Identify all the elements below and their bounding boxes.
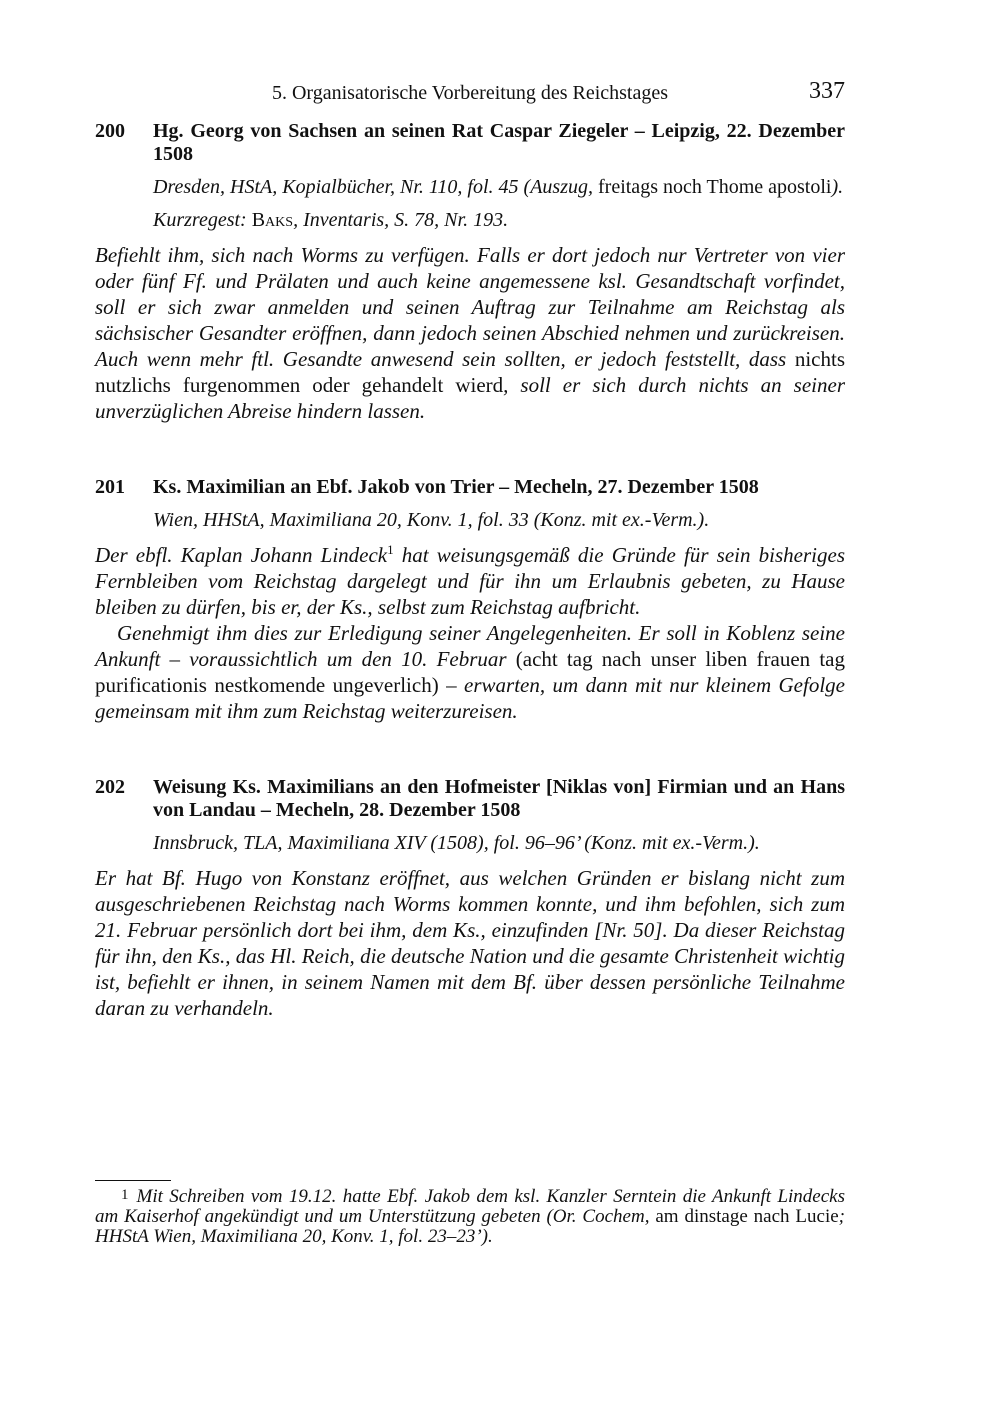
entry-title: Weisung Ks. Maximilians an den Hofmeister [Niklas von] Firmian und an Hans von Landau – Mecheln, 28. Dezember 1508 [153, 776, 845, 821]
entry-number: 201 [95, 476, 125, 498]
source-author: Baks [251, 209, 294, 231]
running-head-title: 5. Organisatorische Vorbereitung des Reichstages [271, 82, 669, 104]
page [95, 78, 845, 1021]
footnote [95, 1185, 845, 1247]
entry-title: Ks. Maximilian an Ebf. Jakob von Trier – Mecheln, 27. Dezember 1508 [153, 476, 759, 498]
running-head [95, 78, 845, 112]
body-text: Der ebfl. Kaplan Johann Lindeck [95, 543, 388, 567]
source-citation [153, 175, 845, 199]
entry-body [95, 865, 845, 1021]
body-text: Befiehlt ihm, sich nach Worms zu verfügen. Falls er dort jedoch nur Vertreter von vier oder fünf Ff. und Prälaten und auch keine angemessene ksl. Gesandtschaft vorfindet, soll er sich zwar anmelden und seinen Auftrag zur Teilnahme am Reichstag als sächsischer Gesandter eröffnen, dann jedoch seinen Abschied nehmen und zurückreisen. Auch wenn mehr ftl. Gesandte anwesend sein sollten, er jedoch feststellt, dass [95, 243, 845, 371]
body-quote: nichts nutzlichs furgenommen oder gehandelt wierd [95, 347, 845, 397]
footnote-text: Mit Schreiben vom 19.12. hatte Ebf. Jakob dem ksl. Kanzler Serntein die Ankunft Lindecks am Kaiserhof angekündigt und um Unterstützung gebeten (Or. Cochem, [95, 1186, 845, 1227]
entry-heading [95, 776, 845, 822]
footnote-number: 1 [121, 1187, 129, 1203]
footnote-quote: am dinstage nach Lucie [655, 1206, 839, 1227]
source-text: ). [831, 176, 844, 198]
body-quote: (acht tag nach unser liben frauen tag purificationis nestkomende ungeverlich) [95, 647, 845, 697]
page-number: 337 [809, 78, 845, 104]
entry-heading [95, 476, 845, 499]
source-text: Dresden, HStA, Kopialbücher, Nr. 110, fol. 45 (Auszug, [153, 176, 598, 198]
entry-200 [95, 120, 845, 424]
entry-number: 202 [95, 776, 125, 798]
body-text: Genehmigt ihm dies zur Erledigung seiner Angelegenheiten. Er soll in Koblenz seine Ankunft – voraussichtlich um den 10. Februar [95, 621, 845, 671]
entry-202 [95, 776, 845, 1021]
source-regest [153, 208, 845, 232]
body-text: Er hat Bf. Hugo von Konstanz eröffnet, aus welchen Gründen er bislang nicht zum ausgeschriebenen Reichstag nach Worms kommen konnte, und ihm befohlen, sich zum 21. Februar persönlich dort bei ihm, dem Ks., einzufinden [Nr. 50]. Da dieser Reichstag für ihn, den Ks., das Hl. Reich, die deutsche Nation und die gesamte Christenheit wichtig ist, befiehlt er ihnen, in seinem Namen mit dem Bf. über dessen persönliche Teilnahme daran zu verhandeln. [95, 866, 845, 1020]
source-quote: freitags noch Thome apostoli [598, 176, 832, 198]
body-text: – erwarten, um dann mit nur kleinem Gefolge gemeinsam mit ihm zum Reichstag weiterzureisen. [95, 673, 845, 723]
entry-heading [95, 120, 845, 166]
body-text: , soll er sich durch nichts an seiner unverzüglichen Abreise hindern lassen. [95, 373, 845, 423]
footnote-text: ; HHStA Wien, Maximiliana 20, Konv. 1, fol. 23–23’). [95, 1206, 845, 1247]
source-text: Kurzregest: [153, 209, 252, 231]
body-text: hat weisungsgemäß die Gründe für sein bisheriges Fernbleiben vom Reichstag dargelegt und für ihn um Erlaubnis gebeten, zu Hause bleiben zu dürfen, bis er, der Ks., selbst zum Reichstag aufbricht. [95, 543, 845, 619]
source-citation: Innsbruck, TLA, Maximiliana XIV (1508), fol. 96–96’ (Konz. mit ex.-Verm.). [153, 832, 760, 854]
entry-number: 200 [95, 120, 125, 142]
entry-201 [95, 476, 845, 724]
source-text: , Inventaris, S. 78, Nr. 193. [293, 209, 509, 231]
footnote-rule [95, 1180, 171, 1181]
entry-title: Hg. Georg von Sachsen an seinen Rat Caspar Ziegeler – Leipzig, 22. Dezember 1508 [153, 120, 845, 165]
entry-body [95, 242, 845, 424]
source-citation: Wien, HHStA, Maximiliana 20, Konv. 1, fol. 33 (Konz. mit ex.-Verm.). [153, 509, 710, 531]
entry-body [95, 542, 845, 724]
footnote-ref[interactable]: 1 [387, 542, 394, 557]
